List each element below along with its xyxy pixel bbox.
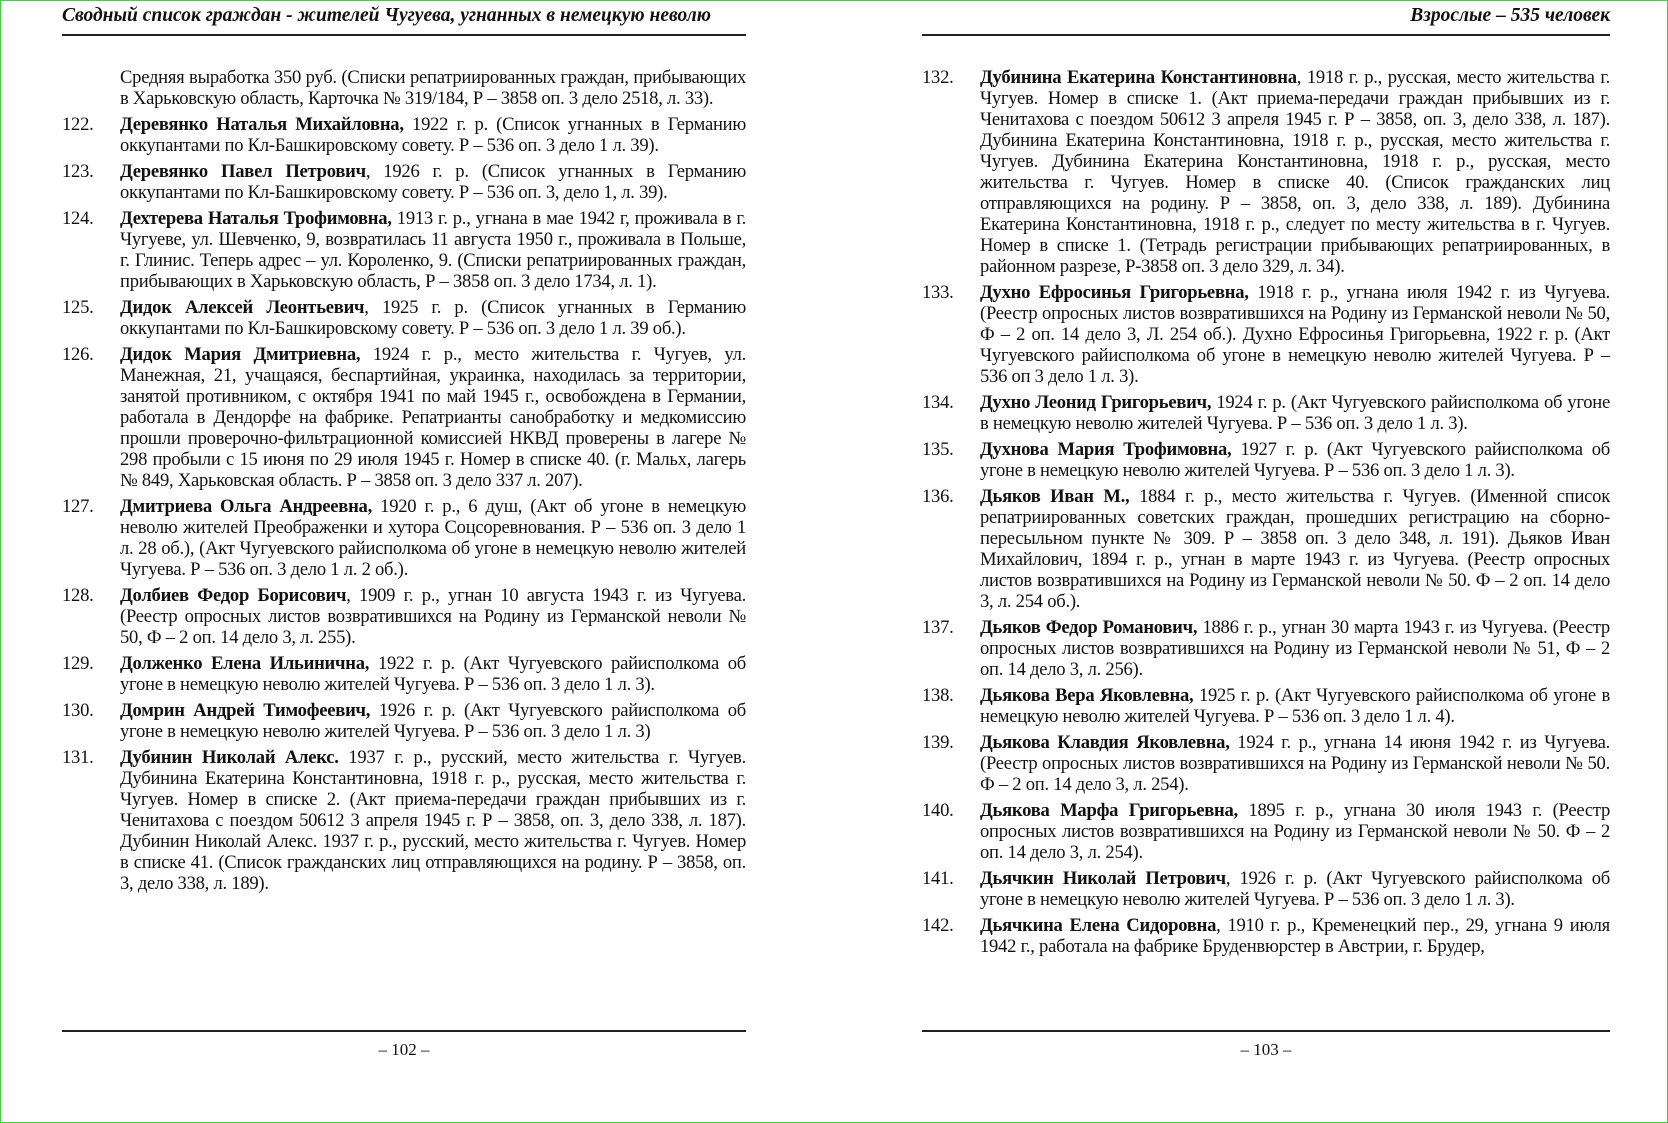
list-entry <box>922 392 1610 434</box>
running-head: Сводный список граждан - жителей Чугуева, угнанных в немецкую неволю <box>62 5 711 26</box>
entry-number: 137. <box>922 617 954 638</box>
list-entry <box>922 685 1610 727</box>
entry-number: 129. <box>62 653 94 674</box>
entry-number: 141. <box>922 868 954 889</box>
person-name: Дьякова Марфа Григорьевна, <box>980 800 1238 821</box>
person-name: Долженко Елена Ильинична, <box>120 653 370 674</box>
list-entry <box>62 161 746 203</box>
entry-number: 123. <box>62 161 94 182</box>
entry-number: 138. <box>922 685 954 706</box>
entry-text: , 1909 г. р., угнан 10 августа 1943 г. из Чугуева. (Реестр опросных листов возвратившихся на Родину из Германской неволи № 50, Ф – 2 оп. 14 дело 3, л. 255). <box>120 585 746 648</box>
person-name: Духнова Мария Трофимовна, <box>980 439 1232 460</box>
person-name: Дьячкин Николай Петрович <box>980 868 1226 889</box>
entry-text: 1922 г. р. (Акт Чугуевского райисполкома об угоне в немецкую неволю жителей Чугуева. Р – 536 оп. 3 дело 1 л. 3). <box>120 653 746 695</box>
entry-number: 126. <box>62 344 94 365</box>
person-name: Дьячкина Елена Сидоровна <box>980 915 1217 936</box>
entry-text: , 1925 г. р. (Список угнанных в Германию оккупантами по Кл-Башкировскому совету. Р – 536 оп. 3 дело 1 л. 39 об.). <box>120 297 746 339</box>
list-entry <box>62 747 746 894</box>
entry-text: 1884 г. р., место жительства г. Чугуев. (Именной список репатриированных советских граждан, прошедших регистрацию на сборно-пересыльном пункте № 309. Р – 3858 оп. 3 дело 348, л. 191). Дьяков Иван Михайлович, 1894 г. р., угнан в марте 1943 г. из Чугуева. (Реестр опросных листов возвратившихся на Родину из Германской неволи № 50. Ф – 2 оп. 14 дело 3, л. 254 об.). <box>980 486 1610 612</box>
person-name: Дьяков Иван М., <box>980 486 1130 507</box>
list-entry <box>922 915 1610 957</box>
entry-text: 1925 г. р. (Акт Чугуевского райисполкома об угоне в немецкую неволю жителей Чугуева. Р – 536 оп. 3 дело 1 л. 4). <box>980 685 1610 727</box>
list-entry <box>922 868 1610 910</box>
person-name: Деревянко Наталья Михайловна, <box>120 114 404 135</box>
list-entry <box>62 297 746 339</box>
entry-text: 1886 г. р., угнан 30 марта 1943 г. из Чугуева. (Реестр опросных листов возвратившихся на Родину из Германской неволи № 51, Ф – 2 оп. 14 дело 3, л. 256). <box>980 617 1610 680</box>
entry-number: 142. <box>922 915 954 936</box>
person-name: Долбиев Федор Борисович <box>120 585 347 606</box>
running-head: Взрослые – 535 человек <box>1410 5 1610 26</box>
person-name: Дехтерева Наталья Трофимовна, <box>120 208 392 229</box>
person-name: Деревянко Павел Петрович <box>120 161 366 182</box>
entry-text: 1926 г. р. (Акт Чугуевского райисполкома об угоне в немецкую неволю жителей Чугуева. Р – 536 оп. 3 дело 1 л. 3) <box>120 700 746 742</box>
person-name: Дмитриева Ольга Андреевна, <box>120 496 373 517</box>
entry-text: 1924 г. р. (Акт Чугуевского райисполкома об угоне в немецкую неволю жителей Чугуева. Р – 536 оп. 3 дело 1 л. 3). <box>980 392 1610 434</box>
entry-text: 1937 г. р., русский, место жительства г. Чугуев. Дубинина Екатерина Константиновна, 1918 г. р., русская, место жительства г. Чугуев. Номер в списке 2. (Акт приема-передачи граждан прибывших из г. Ченитахова с поездом 50612 3 апреля 1945 г. Р – 3858, оп. 3, дело 338, л. 187). Дубинин Николай Алекс. 1937 г. р., русский, место жительства г. Чугуев. Номер в списке 41. (Список гражданских лиц отправляющихся на родину. Р – 3858, оп. 3, дело 338, л. 189). <box>120 747 746 894</box>
entry-text: 1922 г. р. (Список угнанных в Германию оккупантами по Кл-Башкировскому совету. Р – 536 оп. 3 дело 1 л. 39). <box>120 114 746 156</box>
list-entry <box>62 344 746 491</box>
list-entry <box>62 496 746 580</box>
entry-number: 136. <box>922 486 954 507</box>
person-name: Дьякова Клавдия Яковлевна, <box>980 732 1230 753</box>
list-entry <box>62 208 746 292</box>
header-rule <box>922 34 1610 36</box>
entry-text: 1924 г. р., место жительства г. Чугуев, ул. Манежная, 21, учащаяся, беспартийная, украинка, находилась за территории, занятой противником, с октября 1941 по май 1945 г., освобождена в Германии, работала в Дендорфе на фабрике. Репатрианты санобработку и медкомиссию прошли проверочно-фильтрационной комиссией НКВД проверены в лагере № 298 пробыли с 15 июня по 29 июля 1945 г. Номер в списке 40. (г. Мальх, лагерь № 849, Харьковская область. Р – 3858 оп. 3 дело 337 л. 207). <box>120 344 746 491</box>
entry-text: 1895 г. р., угнана 30 июля 1943 г. (Реестр опросных листов возвратившихся на Родину из Германской неволи № 50. Ф – 2 оп. 14 дело 3, л. 254). <box>980 800 1610 863</box>
person-name: Дубинина Екатерина Константиновна <box>980 67 1297 88</box>
entry-text: , 1918 г. р., русская, место жительства г. Чугуев. Номер в списке 1. (Акт приема-передачи граждан прибывших из г. Ченитахова с поездом 50612 3 апреля 1945 г. Р – 3858, оп. 3, дело 338, л. 187). Дубинина Екатерина Константиновна, 1918 г. р., русская, место жительства г. Чугуев. Дубинина Екатерина Константиновна, 1918 г. р., русская, место жительства г. Чугуев. Номер в списке 40. (Список гражданских лиц отправляющихся на родину. Р – 3858, оп. 3, дело 338, л. 189). Дубинина Екатерина Константиновна, 1918 г. р., следует по месту жительства в г. Чугуев. Номер в списке 1. (Тетрадь регистрации прибывающих репатриированных, в районном разрезе, Р-3858 оп. 3 дело 329, л. 34). <box>980 67 1610 277</box>
list-entry <box>62 114 746 156</box>
entry-text: , 1926 г. р. (Акт Чугуевского райисполкома об угоне в немецкую неволю жителей Чугуева. Р – 536 оп. 3 дело 1 л. 3). <box>980 868 1610 910</box>
page-body <box>62 67 746 997</box>
entry-number: 130. <box>62 700 94 721</box>
entry-number: 134. <box>922 392 954 413</box>
person-name: Дьяков Федор Романович, <box>980 617 1198 638</box>
entry-text: , 1926 г. р. (Список угнанных в Германию оккупантами по Кл-Башкировскому совету. Р – 536 оп. 3, дело 1, л. 39). <box>120 161 746 203</box>
entry-number: 131. <box>62 747 94 768</box>
person-name: Дидок Мария Дмитриевна, <box>120 344 361 365</box>
header-rule <box>62 34 746 36</box>
list-entry <box>922 67 1610 277</box>
list-entry <box>922 282 1610 387</box>
entry-text: 1920 г. р., 6 душ, (Акт об угоне в немецкую неволю жителей Преображенки и хутора Соцсоревнования. Р – 536 оп. 3 дело 1 л. 28 об.), (Акт Чугуевского райисполкома об угоне в немецкую неволю жителей Чугуева. Р – 536 оп. 3 дело 1 л. 2 об.). <box>120 496 746 580</box>
list-entry <box>922 617 1610 680</box>
left-page <box>62 0 746 1123</box>
person-name: Дубинин Николай Алекс. <box>120 747 339 768</box>
entry-number: 135. <box>922 439 954 460</box>
entry-text: 1927 г. р. (Акт Чугуевского райисполкома об угоне в немецкую неволю жителей Чугуева. Р – 536 оп. 3 дело 1 л. 3). <box>980 439 1610 481</box>
entry-text: 1924 г. р., угнана 14 июня 1942 г. из Чугуева. (Реестр опросных листов возвратившихся на Родину из Германской неволи № 50. Ф – 2 оп. 14 дело 3, л. 254). <box>980 732 1610 795</box>
right-page <box>922 0 1610 1123</box>
entry-number: 140. <box>922 800 954 821</box>
page-number: – 103 – <box>1240 1040 1292 1059</box>
list-entry <box>62 700 746 742</box>
entry-number: 133. <box>922 282 954 303</box>
entry-number: 125. <box>62 297 94 318</box>
list-entry <box>62 585 746 648</box>
list-entry <box>922 439 1610 481</box>
page-body <box>922 67 1610 997</box>
person-name: Дидок Алексей Леонтьевич <box>120 297 365 318</box>
list-entry <box>922 732 1610 795</box>
person-name: Дьякова Вера Яковлевна, <box>980 685 1194 706</box>
footer-rule <box>62 1030 746 1032</box>
person-name: Домрин Андрей Тимофеевич, <box>120 700 371 721</box>
entry-number: 124. <box>62 208 94 229</box>
entry-text: , 1910 г. р., Кременецкий пер., 29, угнана 9 июля 1942 г., работала на фабрике Бруденвюрстер в Австрии, г. Брудер, <box>980 915 1610 957</box>
entry-number: 132. <box>922 67 954 88</box>
entry-number: 128. <box>62 585 94 606</box>
entry-number: 122. <box>62 114 94 135</box>
footer-rule <box>922 1030 1610 1032</box>
continuation-paragraph: Средняя выработка 350 руб. (Списки репатриированных граждан, прибывающих в Харьковскую область, Карточка № 319/184, Р – 3858 оп. 3 дело 2518, л. 33). <box>120 67 746 109</box>
page-number: – 102 – <box>378 1040 430 1059</box>
entry-text: 1918 г. р., угнана июля 1942 г. из Чугуева. (Реестр опросных листов возвратившихся на Родину из Германской неволи № 50, Ф – 2 оп. 14 дело 3, Л. 254 об.). Духно Ефросинья Григорьевна, 1922 г. р. (Акт Чугуевского райисполкома об угоне в немецкую неволю жителей Чугуева. Р – 536 оп 3 дело 1 л. 3). <box>980 282 1610 387</box>
entry-number: 139. <box>922 732 954 753</box>
entry-text: 1913 г. р., угнана в мае 1942 г, проживала в г. Чугуеве, ул. Шевченко, 9, возвратилась 11 августа 1950 г., проживала в Польше, г. Глинис. Теперь адрес – ул. Короленко, 9. (Списки репатриированных граждан, прибывающих в Харьковскую область, Р – 3858 оп. 3 дело 1734, л. 1). <box>120 208 746 292</box>
list-entry <box>62 653 746 695</box>
person-name: Духно Леонид Григорьевич, <box>980 392 1212 413</box>
person-name: Духно Ефросинья Григорьевна, <box>980 282 1249 303</box>
list-entry <box>922 486 1610 612</box>
list-entry <box>922 800 1610 863</box>
entry-number: 127. <box>62 496 94 517</box>
